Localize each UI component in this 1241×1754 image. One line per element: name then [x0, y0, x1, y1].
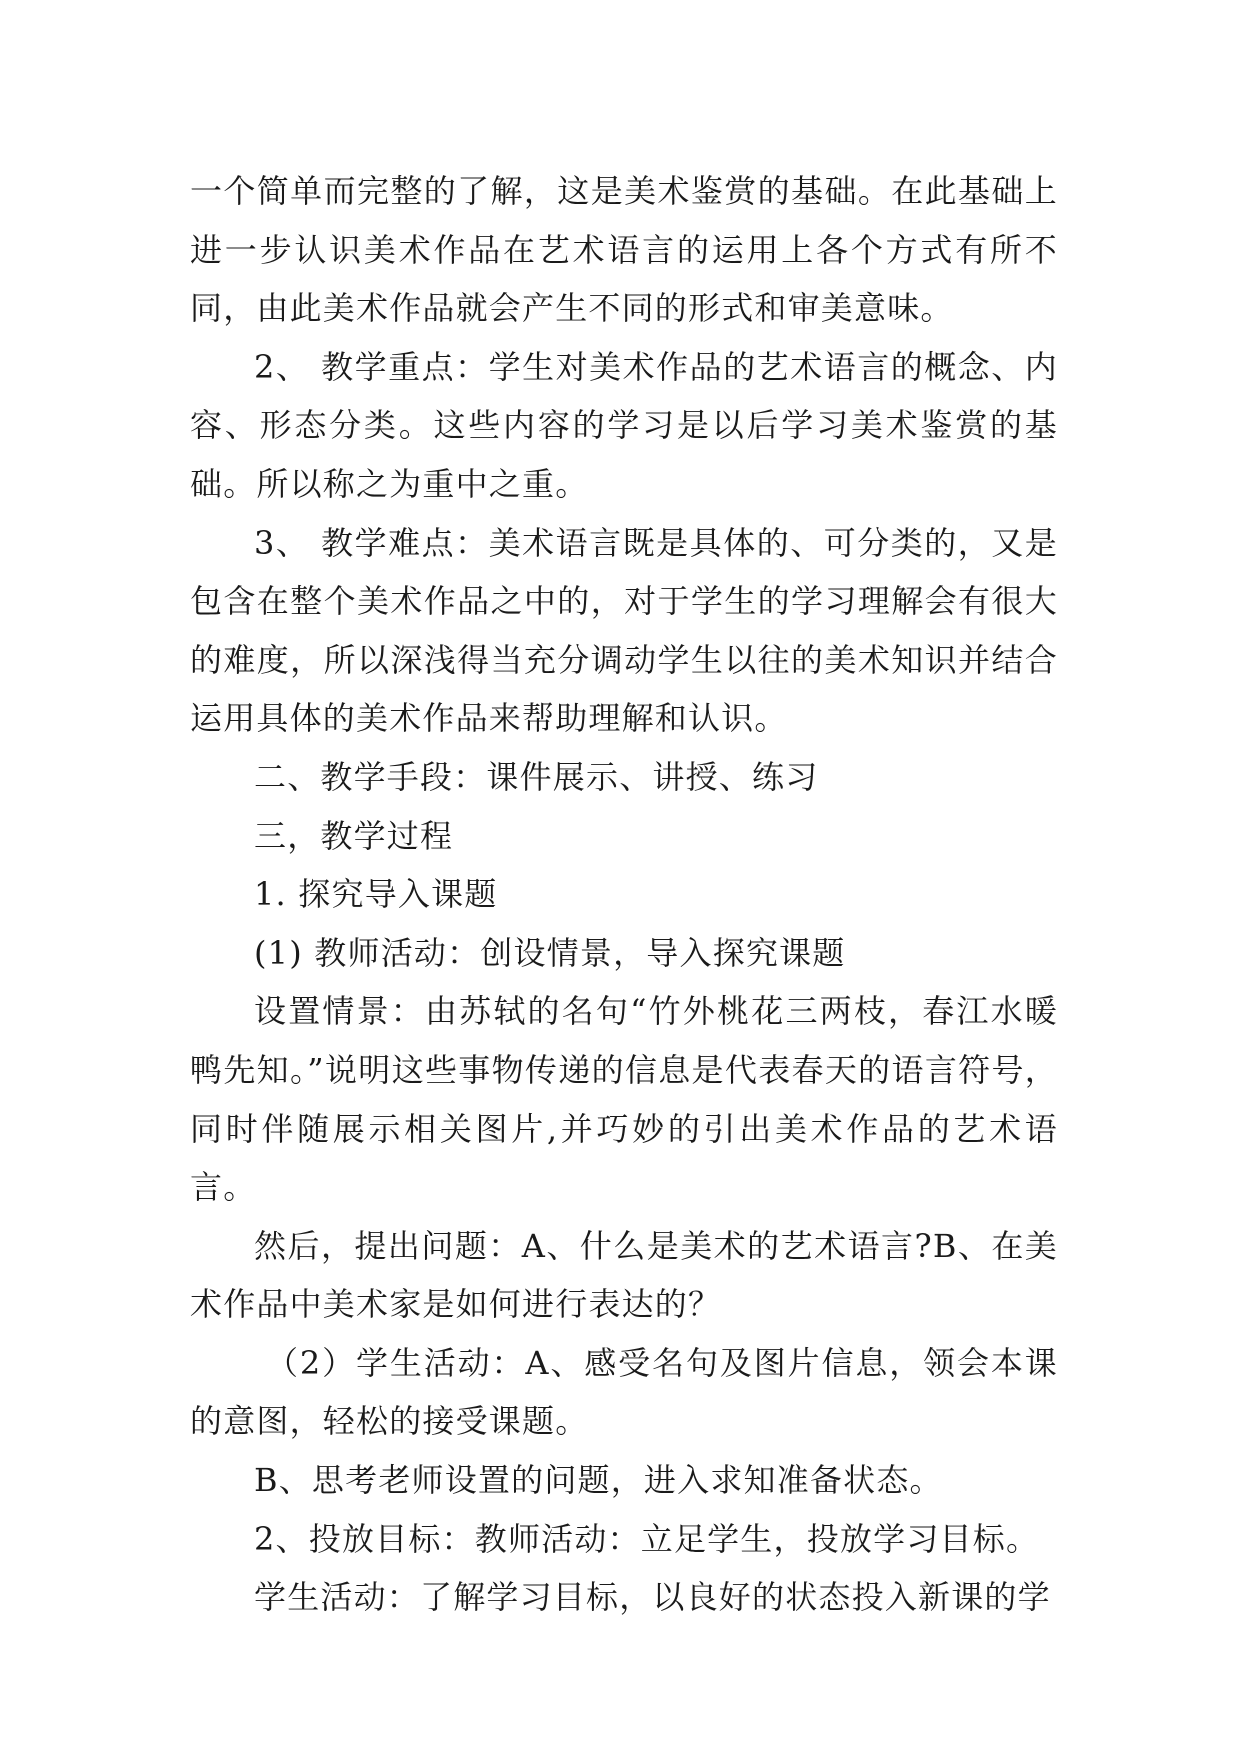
paragraph-think-questions: B、思考老师设置的问题，进入求知准备状态。 [254, 1461, 943, 1500]
paragraph-teaching-means: 二、教学手段：课件展示、讲授、练习 [254, 757, 819, 796]
paragraph-teaching-difficulty: 3、 教学难点：美术语言既是具体的、可分类的，又是包含在整个美术作品之中的，对于学生的学习理解会有很大的难度，所以深浅得当充分调动学生以往的美术知识并结合运用具体的美术作品来帮助理解和认识。 [190, 523, 1058, 738]
paragraph-teacher-activity: (1) 教师活动：创设情景，导入探究课题 [254, 933, 846, 972]
paragraph-student-goals: 学生活动：了解学习目标，以良好的状态投入新课的学 [254, 1578, 1051, 1617]
paragraph-set-scenario: 设置情景：由苏轼的名句“竹外桃花三两枝，春江水暖鸭先知。”说明这些事物传递的信息是代表春天的语言符号，同时伴随展示相关图片,并巧妙的引出美术作品的艺术语言。 [190, 992, 1058, 1207]
paragraph-explore-intro-heading: 1. 探究导入课题 [254, 875, 498, 914]
paragraph-student-activity: （2）学生活动：A、感受名句及图片信息，领会本课的意图，轻松的接受课题。 [190, 1343, 1058, 1441]
paragraph-set-goals: 2、投放目标：教师活动：立足学生，投放学习目标。 [254, 1519, 1040, 1558]
paragraph-raise-questions: 然后，提出问题：A、什么是美术的艺术语言?B、在美术作品中美术家是如何进行表达的？ [190, 1226, 1058, 1324]
paragraph-intro-continuation: 一个简单而完整的了解，这是美术鉴赏的基础。在此基础上进一步认识美术作品在艺术语言的运用上各个方式有所不同，由此美术作品就会产生不同的形式和审美意味。 [190, 172, 1058, 328]
paragraph-teaching-process-heading: 三，教学过程 [254, 816, 454, 855]
document-body [190, 162, 1058, 1627]
paragraph-teaching-focus: 2、 教学重点：学生对美术作品的艺术语言的概念、内容、形态分类。这些内容的学习是以后学习美术鉴赏的基础。所以称之为重中之重。 [190, 347, 1058, 503]
